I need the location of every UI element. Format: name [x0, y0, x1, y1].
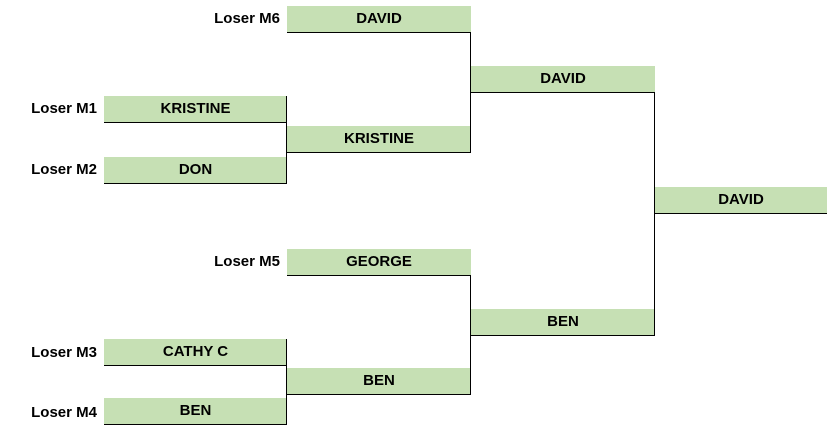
seed-label-m4: Loser M4 [31, 404, 97, 421]
slot-round3-bottom: BEN [471, 309, 655, 336]
seed-label-m6: Loser M6 [214, 10, 280, 27]
slot-final-winner: DAVID [655, 187, 827, 214]
connector-r3-final [654, 92, 655, 335]
seed-label-m1: Loser M1 [31, 100, 97, 117]
slot-round3-top: DAVID [471, 66, 655, 93]
seed-label-m2: Loser M2 [31, 161, 97, 178]
connector-m1-m2 [286, 96, 287, 183]
slot-round2-top: KRISTINE [287, 126, 471, 153]
connector-m5-r2bottom [470, 275, 471, 394]
seed-label-m3: Loser M3 [31, 344, 97, 361]
slot-m5: GEORGE [287, 249, 471, 276]
slot-round2-bottom: BEN [287, 368, 471, 395]
seed-label-m5: Loser M5 [214, 253, 280, 270]
connector-m3-m4 [286, 339, 287, 424]
slot-m2: DON [104, 157, 287, 184]
slot-m4: BEN [104, 398, 287, 425]
slot-m1: KRISTINE [104, 96, 287, 123]
connector-m6-r2top [470, 32, 471, 152]
slot-m6: DAVID [287, 6, 471, 33]
slot-m3: CATHY C [104, 339, 287, 366]
